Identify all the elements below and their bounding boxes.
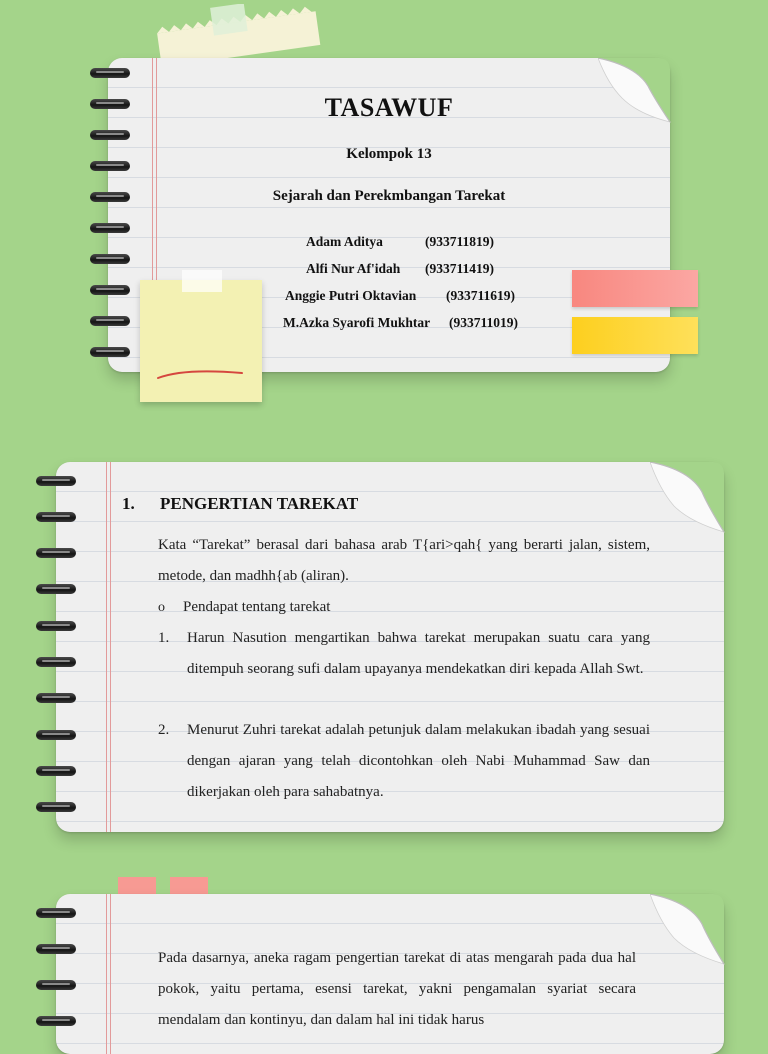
notebook-page-continuation	[56, 894, 724, 1054]
section-heading	[122, 494, 358, 514]
list-number: 2.	[158, 722, 170, 738]
tape-strip	[150, 4, 330, 66]
list-item: Harun Nasution mengartikan bahwa tarekat merupakan suatu cara yang ditempuh seorang sufi dalam upayanya mendekatkan diri kepada Allah Swt.	[187, 630, 650, 677]
sticky-tab-pink	[572, 270, 698, 307]
page-curl-icon	[650, 894, 726, 970]
member-id: (933711619)	[446, 288, 515, 303]
bullet-icon: o	[158, 600, 165, 615]
body-paragraph: Pada dasarnya, aneka ragam pengertian tarekat di atas mengarah pada dua hal pokok, yaitu pertama, esensi tarekat, yakni pengamalan syariat secara mendalam dan kontinyu, dan dalam hal ini tidak harus	[158, 950, 636, 1028]
member-id: (933711419)	[425, 261, 494, 276]
tape-piece	[182, 270, 222, 292]
notebook-page-definition	[56, 462, 724, 832]
sticky-note	[140, 280, 262, 402]
group-name: Kelompok 13	[346, 146, 432, 162]
member-name: Anggie Putri Oktavian	[285, 288, 417, 303]
section-title: PENGERTIAN TAREKAT	[160, 494, 359, 513]
intro-paragraph: Kata “Tarekat” berasal dari bahasa arab T{ari>qah{ yang berarti jalan, sistem, metode, dan madhh{ab (aliran).	[158, 537, 650, 584]
section-number: 1.	[122, 494, 135, 513]
page-curl-icon	[650, 462, 726, 538]
scribble-icon	[154, 364, 250, 384]
margin-line	[106, 894, 111, 1054]
sticky-tab-yellow	[572, 317, 698, 354]
list-item: Menurut Zuhri tarekat adalah petunjuk dalam melakukan ibadah yang sesuai dengan ajaran yang telah dicontohkan oleh Nabi Muhammad Saw dan dikerjakan oleh para sahabatnya.	[187, 722, 650, 800]
member-name: M.Azka Syarofi Mukhtar	[283, 315, 431, 330]
bullet-text: Pendapat tentang tarekat	[183, 599, 331, 615]
page-curl-icon	[598, 58, 672, 128]
list-number: 1.	[158, 630, 170, 646]
member-name: Alfi Nur Af'idah	[306, 261, 401, 276]
member-id: (933711019)	[449, 315, 518, 330]
margin-line	[106, 462, 111, 832]
member-id: (933711819)	[425, 234, 494, 249]
page-title: TASAWUF	[324, 93, 454, 122]
member-name: Adam Aditya	[306, 234, 383, 249]
topic-title: Sejarah dan Perekmbangan Tarekat	[272, 188, 506, 204]
